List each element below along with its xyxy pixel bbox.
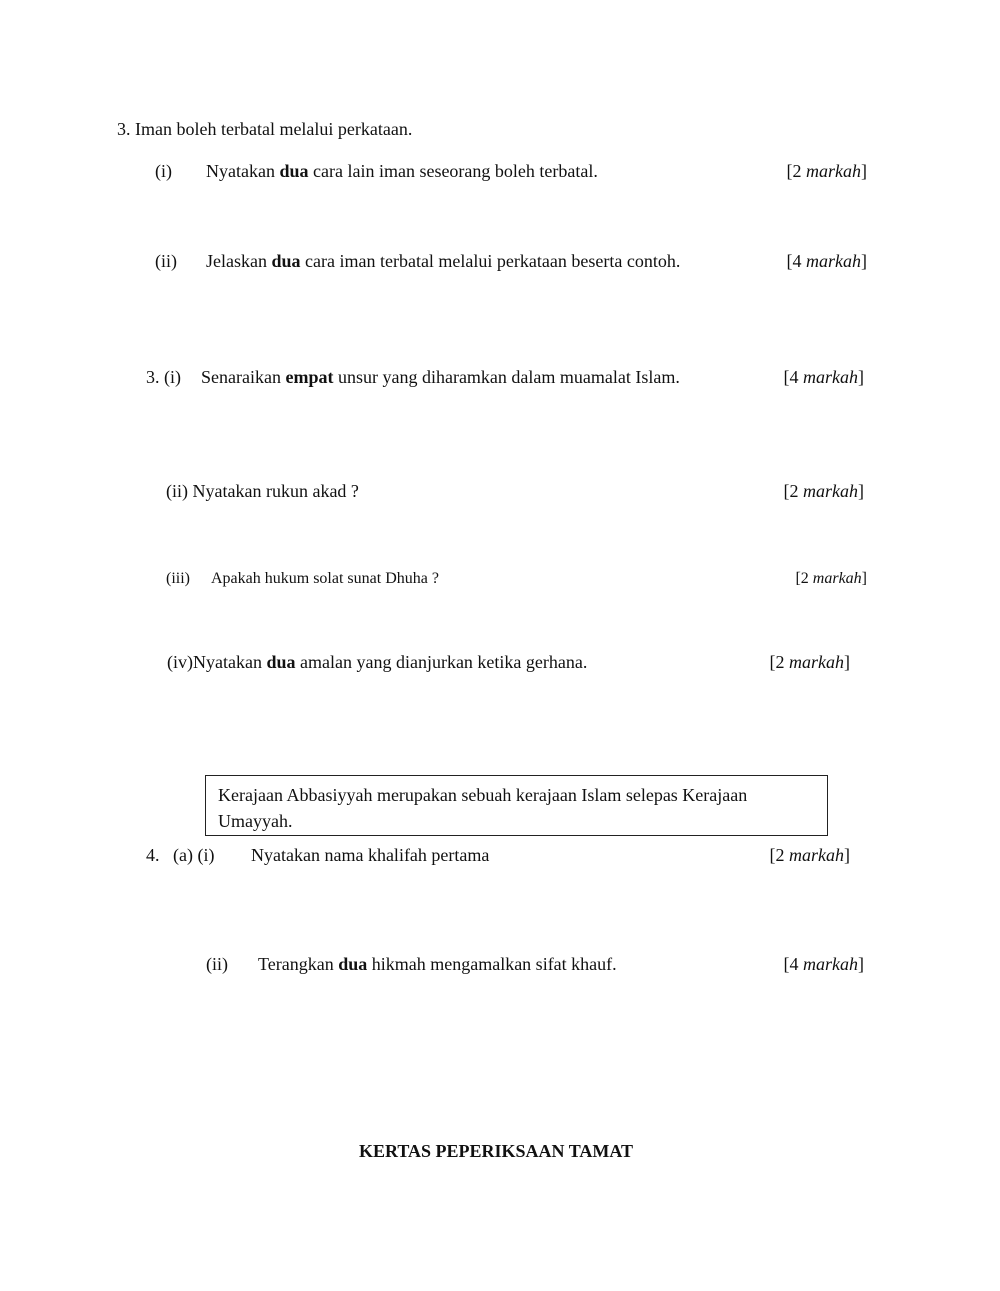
question-4-a-i-text: Nyatakan nama khalifah pertama	[251, 845, 490, 865]
question-3-ii-marks: [4 markah]	[786, 251, 867, 271]
question-4-a-i-number: 4. (a) (i)	[146, 845, 215, 865]
question-3-i-marks: [2 markah]	[786, 161, 867, 181]
question-3b-iv-marks: [2 markah]	[769, 652, 850, 672]
question-3-intro: 3. Iman boleh terbatal melalui perkataan.	[117, 119, 413, 139]
question-3b-ii-marks: [2 markah]	[783, 481, 864, 501]
question-3b-i-text: Senaraikan empat unsur yang diharamkan dalam muamalat Islam.	[201, 367, 680, 387]
question-4-a-i-marks: [2 markah]	[769, 845, 850, 865]
question-4-a-ii-number: (ii)	[206, 954, 228, 974]
question-3b-iii-text: Apakah hukum solat sunat Dhuha ?	[211, 570, 439, 587]
question-3-i-text: Nyatakan dua cara lain iman seseorang boleh terbatal.	[206, 161, 598, 181]
question-4-a-ii-text: Terangkan dua hikmah mengamalkan sifat khauf.	[258, 954, 617, 974]
question-3b-i-marks: [4 markah]	[783, 367, 864, 387]
stimulus-box	[205, 775, 828, 836]
question-3b-iv-text: (iv)Nyatakan dua amalan yang dianjurkan ketika gerhana.	[167, 652, 588, 672]
question-3b-i-number: 3. (i)	[146, 367, 181, 387]
question-3b-ii-text: (ii) Nyatakan rukun akad ?	[166, 481, 359, 501]
question-4-a-ii-marks: [4 markah]	[783, 954, 864, 974]
question-3b-iii-number: (iii)	[166, 570, 190, 587]
question-3-ii-text: Jelaskan dua cara iman terbatal melalui perkataan beserta contoh.	[206, 251, 681, 271]
question-3-ii-number: (ii)	[155, 251, 177, 271]
exam-end-title: KERTAS PEPERIKSAAN TAMAT	[358, 1141, 634, 1161]
question-3b-iii-marks: [2 markah]	[795, 570, 867, 587]
question-3-i-number: (i)	[155, 161, 172, 181]
stimulus-text: Kerajaan Abbasiyyah merupakan sebuah kerajaan Islam selepas Kerajaan Umayyah.	[218, 785, 748, 831]
